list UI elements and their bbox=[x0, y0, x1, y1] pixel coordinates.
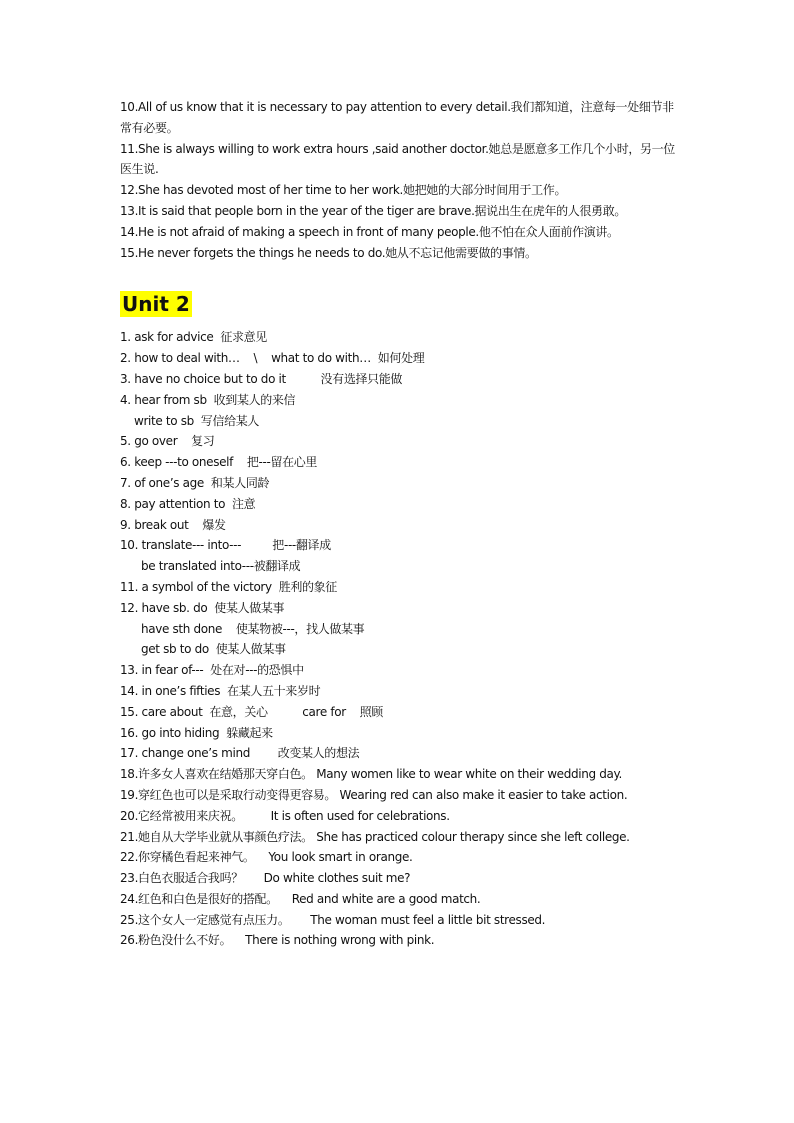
list-item: 3. have no choice but to do it 没有选择只能做 bbox=[120, 371, 403, 386]
sentence-item: 23.白色衣服适合我吗？ Do white clothes suit me? bbox=[120, 871, 411, 886]
list-item: 13. in fear of--- 处在对---的恐惧中 bbox=[120, 663, 304, 678]
list-item: 11. a symbol of the victory 胜利的象征 bbox=[120, 579, 337, 594]
phrase-list bbox=[120, 327, 676, 951]
sentence-item: 22.你穿橘色看起来神气。 You look smart in orange. bbox=[120, 850, 413, 865]
list-item: 1. ask for advice 征求意见 bbox=[120, 330, 267, 345]
list-item-sub: have sth done 使某物被---，找人做某事 bbox=[141, 621, 365, 636]
list-item: 17. change one’s mind 改变某人的想法 bbox=[120, 746, 360, 761]
list-item: 2. how to deal with… \ what to do with… 如何处理 bbox=[120, 351, 425, 366]
list-item-sub: be translated into---被翻译成 bbox=[141, 559, 301, 574]
document-page bbox=[120, 97, 676, 951]
sentence-item: 25.这个女人一定感觉有点压力。 The woman must feel a little bit stressed. bbox=[120, 912, 546, 927]
list-item: 10. translate--- into--- 把---翻译成 bbox=[120, 538, 331, 553]
list-item: 16. go into hiding 躲藏起来 bbox=[120, 725, 273, 740]
intro-sentences bbox=[120, 97, 676, 263]
list-item: 12. have sb. do 使某人做某事 bbox=[120, 600, 285, 615]
list-item-sub: get sb to do 使某人做某事 bbox=[141, 642, 286, 657]
sentence-line: 13.It is said that people born in the year of the tiger are brave.据说出生在虎年的人很勇敢。 bbox=[120, 203, 626, 218]
list-item: 8. pay attention to 注意 bbox=[120, 496, 256, 511]
sentence-line: 10.All of us know that it is necessary to pay attention to every detail.我们都知道，注意每一处细节非常有必要。 bbox=[120, 100, 674, 135]
sentence-line: 11.She is always willing to work extra hours ,said another doctor.她总是愿意多工作几个小时，另一位医生说. bbox=[120, 141, 675, 177]
list-item: 6. keep ---to oneself 把---留在心里 bbox=[120, 455, 318, 470]
list-item: 4. hear from sb 收到某人的来信 bbox=[120, 392, 296, 407]
sentence-line: 12.She has devoted most of her time to her work.她把她的大部分时间用于工作。 bbox=[120, 183, 567, 198]
sentence-item: 24.红色和白色是很好的搭配。 Red and white are a good match. bbox=[120, 891, 481, 906]
sentence-line: 15.He never forgets the things he needs to do.她从不忘记他需要做的事情。 bbox=[120, 245, 537, 260]
sentence-item: 18.许多女人喜欢在结婚那天穿白色。 Many women like to wear white on their wedding day. bbox=[120, 767, 622, 782]
list-item: 14. in one’s fifties 在某人五十来岁时 bbox=[120, 683, 321, 698]
list-item-sub: write to sb 写信给某人 bbox=[134, 413, 260, 428]
list-item: 9. break out 爆发 bbox=[120, 517, 226, 532]
unit-title: Unit 2 bbox=[122, 292, 190, 317]
sentence-item: 21.她自从大学毕业就从事颜色疗法。 She has practiced colour therapy since she left college. bbox=[120, 829, 630, 844]
list-item: 7. of one’s age 和某人同龄 bbox=[120, 475, 270, 490]
sentence-item: 20.它经常被用来庆祝。 It is often used for celebrations. bbox=[120, 808, 450, 823]
sentence-line: 14.He is not afraid of making a speech in front of many people.他不怕在众人面前作演讲。 bbox=[120, 224, 619, 239]
sentence-item: 19.穿红色也可以是采取行动变得更容易。 Wearing red can also make it easier to take action. bbox=[120, 787, 628, 802]
sentence-item: 26.粉色没什么不好。 There is nothing wrong with pink. bbox=[120, 933, 435, 948]
list-item: 5. go over 复习 bbox=[120, 434, 215, 449]
list-item: 15. care about 在意，关心 care for 照顾 bbox=[120, 704, 383, 719]
